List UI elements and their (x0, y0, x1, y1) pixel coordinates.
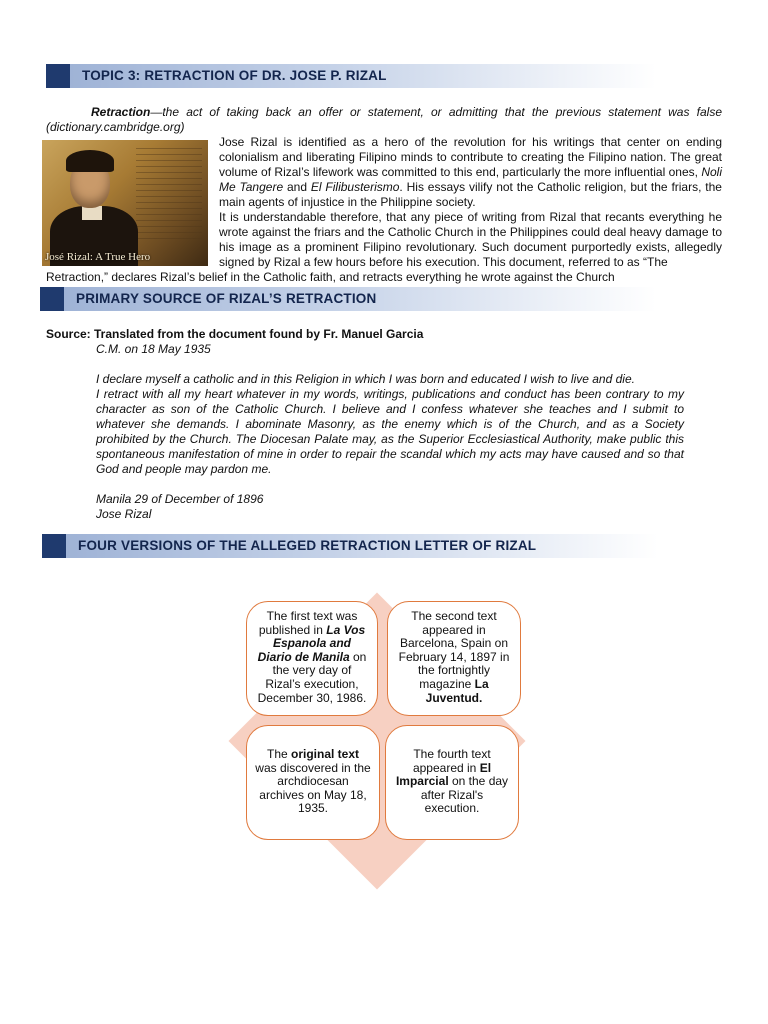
version-fourth-bold: El Imparcial (395, 760, 492, 789)
version-box-fourth (385, 725, 519, 840)
definition-text: —the act of taking back an offer or statement, or admitting that the previous statement was false (dictionary.cambridge.org) (46, 105, 722, 134)
noli-title: Noli Me Tangere (219, 165, 722, 194)
second-paragraph: It is understandable therefore, that any piece of writing from Rizal that recants everything he wrote against the friars and the Catholic Church in the Philippines could deal heavy damage to his image as a prominent Filipino revolutionary. Such document purportedly exists, allegedly signed by Rizal a few hours before his execution. This document, referred to as “The (219, 210, 722, 269)
version-box-second (387, 601, 521, 716)
retraction-body: I retract with all my heart whatever in my words, writings, publications and conduct has been contrary to my character as son of the Catholic Church. I believe and I confess whatever she teaches and I submit to whatever she demands. I abominate Masonry, as the enemy which is of the Church, and as a Society prohibited by the Church. The Diocesan Palate may, as the Superior Ecclesiastical Authority, make public this spontaneous manifestation of mine in order to repair the scandal which my acts may have caused and so that God and people may pardon me. (96, 387, 684, 476)
version-first-bold: La Vos Espanola and Diario de Manila (257, 622, 366, 664)
version-second-bold: La Juventud. (425, 676, 489, 705)
version-fourth-text-post: on the day after Rizal's execution. (420, 774, 509, 816)
version-first-text-post: on the very day of Rizal’s execution, December 30, 1986. (257, 649, 367, 705)
version-fourth-text-pre: The fourth text appeared in (412, 747, 491, 775)
versions-banner (42, 534, 658, 558)
primary-source-banner (40, 287, 656, 311)
definition-term: Retraction (91, 105, 151, 119)
version-box-third (246, 725, 380, 840)
banner-square (42, 534, 66, 558)
version-first-text-pre: The first text was published in (258, 609, 358, 637)
intro-text-2: . His essays vilify not the Catholic religion, but the friars, the main agents of injustice in the Philippine society. (219, 180, 722, 209)
version-third-text-post: was discovered in the archdiocesan archives on May 18, 1935. (255, 760, 371, 816)
version-third-text-pre: The (266, 747, 291, 761)
definition-paragraph (46, 105, 722, 135)
portrait-collar (82, 206, 102, 220)
rizal-portrait-image (42, 140, 208, 266)
retraction-signature: Jose Rizal (96, 507, 152, 521)
banner-square (46, 64, 70, 88)
second-paragraph-last-line: Retraction,” declares Rizal’s belief in the Catholic faith, and retracts everything he wrote against the Church (46, 270, 615, 284)
photo-caption: José Rizal: A True Hero (45, 251, 151, 263)
versions-title: FOUR VERSIONS OF THE ALLEGED RETRACTION LETTER OF RIZAL (78, 538, 537, 553)
primary-source-title: PRIMARY SOURCE OF RIZAL’S RETRACTION (76, 291, 377, 306)
intro-and: and (283, 180, 311, 194)
retraction-first-line: I declare myself a catholic and in this Religion in which I was born and educated I wish to live and die. (96, 372, 635, 386)
version-third-bold: original text (291, 747, 360, 761)
retraction-place-date: Manila 29 of December of 1896 (96, 492, 264, 506)
fili-title: El Filibusterismo (310, 180, 400, 194)
topic-banner (46, 64, 656, 88)
source-date: C.M. on 18 May 1935 (96, 342, 211, 356)
version-box-first (246, 601, 378, 716)
manuscript-texture (136, 148, 202, 244)
topic-title: TOPIC 3: RETRACTION OF DR. JOSE P. RIZAL (82, 68, 387, 83)
source-line: Source: Translated from the document found by Fr. Manuel Garcia (46, 327, 424, 341)
banner-square (40, 287, 64, 311)
portrait-hair (66, 150, 114, 172)
intro-paragraph (219, 135, 722, 210)
version-second-text-pre: The second text appeared in Barcelona, Spain on February 14, 1897 in the fortnightly magazine (398, 609, 510, 691)
intro-text-1: Jose Rizal is identified as a hero of the revolution for his writings that center on ending colonialism and liberating Filipino minds to contribute to creating the Filipino nation. The great volume of Rizal’s lifework was committed to this end, particularly the more influential ones, (219, 135, 722, 179)
